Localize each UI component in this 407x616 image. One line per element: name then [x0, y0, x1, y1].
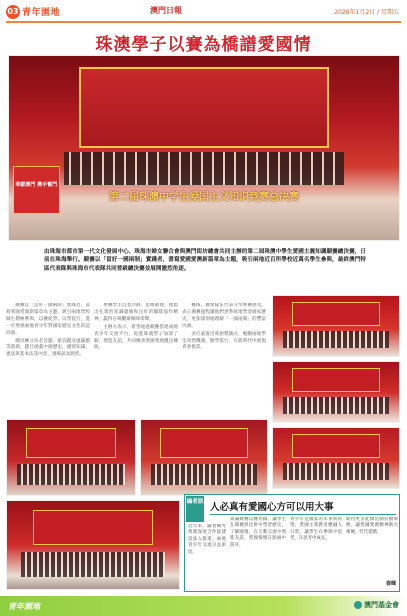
body-paragraph: 競賽以「當好一國兩制」實踐者，書寫愛國愛澳新篇章為主題，吸引兩地學校師生積極參與，以賽促學、以學促行，進一步增強兩地青少年對國家歷史文化的認同感。: [6, 303, 90, 336]
commentary-column-4: 期待更多此類活動持續舉辦，讓愛國愛澳精神薪火相傳，代代延續。: [346, 517, 398, 535]
body-column-1: [6, 303, 90, 415]
photo-award-stage-3: [272, 427, 400, 489]
commentary-column-3: 青少年是國家的未來與希望，愛國主義教育應融入日常，讓學生在參與中思考，在思考中成長。: [290, 517, 342, 542]
footer-section-label: 青年園地: [8, 602, 40, 611]
photo-contest-teams: [140, 419, 268, 496]
side-banner-text: 奉獻澳門 携手奮鬥: [15, 182, 58, 189]
footer-bar: [0, 596, 407, 616]
editor-badge: 編者語: [186, 496, 204, 522]
photo-group-finale: [6, 500, 180, 590]
award-people: [283, 463, 389, 480]
award-board: [292, 368, 380, 392]
contest-screen: [160, 428, 248, 458]
stage-backdrop-screen: [79, 67, 329, 148]
finale-screen: [33, 510, 153, 545]
commentary-title: 人必真有愛國心方可以用大事: [210, 502, 334, 513]
body-column-3: [182, 303, 266, 415]
commentary-rule: [210, 514, 396, 515]
footer-logo-text: 澳門基金會: [364, 600, 399, 609]
award-people: [283, 331, 389, 348]
stage-group-people: [64, 152, 345, 185]
masthead-logo: 澳門日報: [150, 5, 182, 15]
contest-screen: [26, 428, 116, 458]
issue-date: 2026年1月2日 / 星期五: [334, 9, 399, 16]
foundation-logo-icon: [354, 601, 362, 609]
photo-award-stage-1: [272, 295, 400, 357]
main-photo-stage: [8, 55, 400, 241]
body-column-2: [94, 303, 178, 415]
finale-group: [21, 552, 165, 577]
lead-paragraph: 由珠海市都市第一代文化發展中心、珠海市婦女聯合會與澳門街坊總會共同主辦的第二屆珠澳中學生愛國主義知識競賽總決賽，日前在珠海舉行。競賽以「當好一國兩制」實踐者，書寫愛國愛澳新篇章為主題，吸引兩地近百所學校近萬名學生參與，最終澳門特區代表隊與珠海市代表隊共同晉級總決賽並展開激烈角逐。: [44, 249, 366, 272]
body-paragraph: 主辦方表示，希望通過競賽搭建兩地青少年交流平台，促進珠澳學子加深了解、增進友誼，共同傳承愛國愛澳優良傳統。: [94, 324, 178, 351]
commentary-column-1: 近年來，隨着橫琴粵澳深度合作區建設深入推進，兩地青少年交流日益密切。: [188, 524, 226, 555]
body-paragraph: 多位嘉賓出席頒獎儀式，勉勵兩地學生珍惜機遇、勤學篤行，在新時代中展現青春擔當。: [182, 331, 266, 351]
page-headline: 珠澳學子以賽為橋譜愛國情: [95, 35, 312, 55]
footer-logo: [354, 600, 399, 610]
commentary-column-2: 知識競賽以賽為橋，讓學生在備賽與比拼中學習歷史、了解國情，在互動交流中增進友誼，愛國情懷在點滴中萌芽。: [230, 517, 286, 548]
award-board: [292, 434, 380, 458]
photo-award-stage-2: [272, 361, 400, 423]
section-number-badge: 03: [6, 5, 20, 19]
award-people: [283, 397, 389, 414]
header-rule: [6, 21, 401, 23]
award-board: [292, 302, 380, 326]
stage-banner-caption: 第二届珠澳中学生爱国主义知识竞赛总决赛: [109, 192, 299, 204]
commentary-signature: 春暉: [386, 581, 397, 587]
body-paragraph: 總決賽分為必答題、搶答題及風險題等環節，題目涵蓋中國歷史、國情知識、憲法與基本法等內容，現場氣氛熱烈。: [6, 338, 90, 358]
contest-audience: [17, 464, 125, 485]
section-name: 青年園地: [22, 8, 61, 18]
contest-teams: [151, 464, 257, 485]
photo-contest-hall: [6, 419, 136, 496]
body-paragraph: 參賽學生沉着冷靜、思維敏捷，展現出扎實的知識儲備和良好的團隊協作精神，贏得在場觀眾陣陣掌聲。: [94, 303, 178, 322]
body-paragraph: 賽後，獲獎隊伍代表分享參賽感受，表示備賽過程讓他們更系統地學習國家歷史，更加深刻地理解「一國兩制」的豐富內涵。: [182, 303, 266, 329]
